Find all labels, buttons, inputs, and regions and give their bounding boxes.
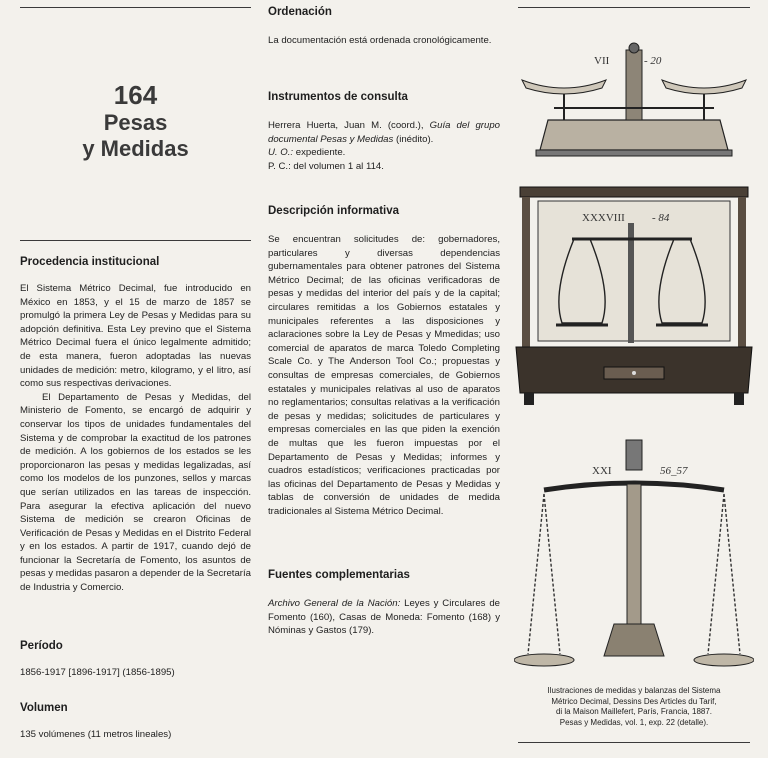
- document-title: [20, 80, 251, 162]
- instrumentos-heading: Instrumentos de consulta: [268, 91, 408, 103]
- descripcion-heading: Descripción informativa: [268, 205, 400, 217]
- caption-line-2: Métrico Decimal, Dessins Des Articles du Tarif,: [551, 696, 717, 706]
- illustration-scale-pans: [514, 38, 754, 160]
- instrumentos-section: [268, 91, 500, 173]
- bottom-right-rule: [518, 742, 750, 743]
- plate-3-number: XXI: [592, 465, 612, 477]
- descripcion-text: Se encuentran solicitudes de: gobernadores, particulares y diversas dependencias gubernamentales para obtener patrones del Sistema Métrico Decimal; de las oficinas verificadoras de pesas y medidas del interior del país y de la capital; circulares remitidas a los Gobiernos estatales y municipales referentes a las disposiciones y aclaraciones sobre la Ley de Pesas y Mmedidas; uso comercial de aparatos de marca Toledo Completing Scale Co. y The Anderson Tool Co.; propuestas y consultas de empresas comerciales, de Gobiernos estatales y municipales relativas al uso de aparatos no reglamentarios; consultas relativas a la verificación de pesas y medidas; solicitudes de particulares y empresas comerciales en las que piden la exención de multas que les fueron impuestas por el Departamento de Pesas y Medidas; informes y cuadros estadísticos; verificaciones practicadas por las oficinas del Departamento de Pesas y Medidas y tablas de conversión de unidades de medida tradicionales al Sistema Métrico Decimal.: [268, 234, 500, 517]
- caption-line-3: di la Maison Maillefert, París, Francia, 1887.: [555, 707, 713, 716]
- plate-2-subnumber: - 84: [652, 212, 670, 224]
- section-rule: [20, 240, 251, 241]
- instrumentos-uo-value: expediente.: [293, 147, 346, 159]
- ordenacion-text: La documentación está ordenada cronológicamente.: [268, 35, 492, 46]
- plate-1-number: VII: [594, 55, 610, 67]
- ordenacion-section: [268, 6, 500, 48]
- ordenacion-heading: Ordenación: [268, 6, 332, 18]
- instrumentos-author: Herrera Huerta, Juan M. (coord.),: [268, 120, 430, 131]
- procedencia-heading: Procedencia institucional: [20, 256, 160, 268]
- caption-line-1: Ilustraciones de medidas y balanzas del Sistema: [547, 686, 721, 695]
- top-left-rule: [20, 7, 251, 8]
- fuentes-text: [268, 597, 500, 638]
- descripcion-section: [268, 205, 500, 518]
- section-number: 164: [113, 80, 158, 110]
- periodo-section: [20, 640, 251, 680]
- procedencia-paragraph-2: El Departamento de Pesas y Medidas, del Ministerio de Fomento, se encargó de adquirir y conservar los tipos de unidades fundamentales del Sistema y de comprobar la exactitud de los patrones de medición. A los gobiernos de los estados se les proporcionaron las pesas y medidas legalizadas, así como los modelos de los punzones, sellos y marcas que serían utilizados en las tareas de inspección. Para asegurar la efectiva aplicación del nuevo Sistema de medición se crearon Oficinas de Verificación de Pesas y Medidas en el Distrito Federal y en los estados. A partir de 1917, cuando dejó de funcionar la Secretaría de Fomento, los asuntos de pesas y medidas pasaron a depender de la Secretaría de Industria y Comercio.: [20, 391, 251, 594]
- caption-line-4: Pesas y Medidas, vol. 1, exp. 22 (detalle).: [559, 717, 709, 727]
- instrumentos-line-3: P. C.: del volumen 1 al 114.: [268, 160, 384, 172]
- fuentes-heading: Fuentes complementarias: [268, 569, 410, 581]
- fuentes-list: Leyes y Circulares de Fomento (160), Casas de Moneda: Fomento (168) y Nóminas y Gastos (179).: [268, 598, 500, 637]
- periodo-text: 1856-1917 [1896-1917] (1856-1895): [20, 667, 175, 678]
- illustration-cased-balance: [512, 183, 756, 413]
- volumen-heading: Volumen: [20, 702, 68, 714]
- instrumentos-line-1: [268, 119, 500, 146]
- fuentes-section: [268, 569, 500, 638]
- fuentes-archive: Archivo General de la Nación:: [268, 598, 401, 609]
- title-line-2: y Medidas: [82, 136, 189, 161]
- instrumentos-unpublished: (inédito).: [393, 133, 434, 145]
- volumen-section: [20, 702, 251, 742]
- instrumentos-line-2: [268, 146, 500, 160]
- volumen-text: 135 volúmenes (11 metros lineales): [20, 729, 172, 740]
- instrumentos-uo-label: U. O.:: [268, 147, 294, 159]
- periodo-heading: Período: [20, 640, 63, 652]
- plate-3-subnumber: 56_57: [660, 465, 688, 477]
- procedencia-paragraph-1: El Sistema Métrico Decimal, fue introducido en México en 1853, y el 15 de marzo de 1857 se promulgó la primera Ley de Pesas y Medidas para su adopción definitiva. Esta Ley previno que el Sistema Métrico Decimal fuera el único legalmente admitido; de esta manera, fueron adoptadas las nuevas unidades de medición: metro, kilogramo, y el litro, así como sus respectivas derivaciones.: [20, 283, 251, 390]
- plate-2-number: XXXVIII: [582, 212, 625, 224]
- illustration-caption: [518, 686, 750, 728]
- procedencia-section: [20, 256, 251, 595]
- top-right-rule: [518, 7, 750, 8]
- title-line-1: Pesas: [103, 110, 168, 135]
- instrumentos-guide-title: Guía del grupo documental Pesas y Medidas: [268, 120, 500, 145]
- illustration-chain-balance: [514, 434, 754, 676]
- plate-1-subnumber: - 20: [644, 55, 662, 67]
